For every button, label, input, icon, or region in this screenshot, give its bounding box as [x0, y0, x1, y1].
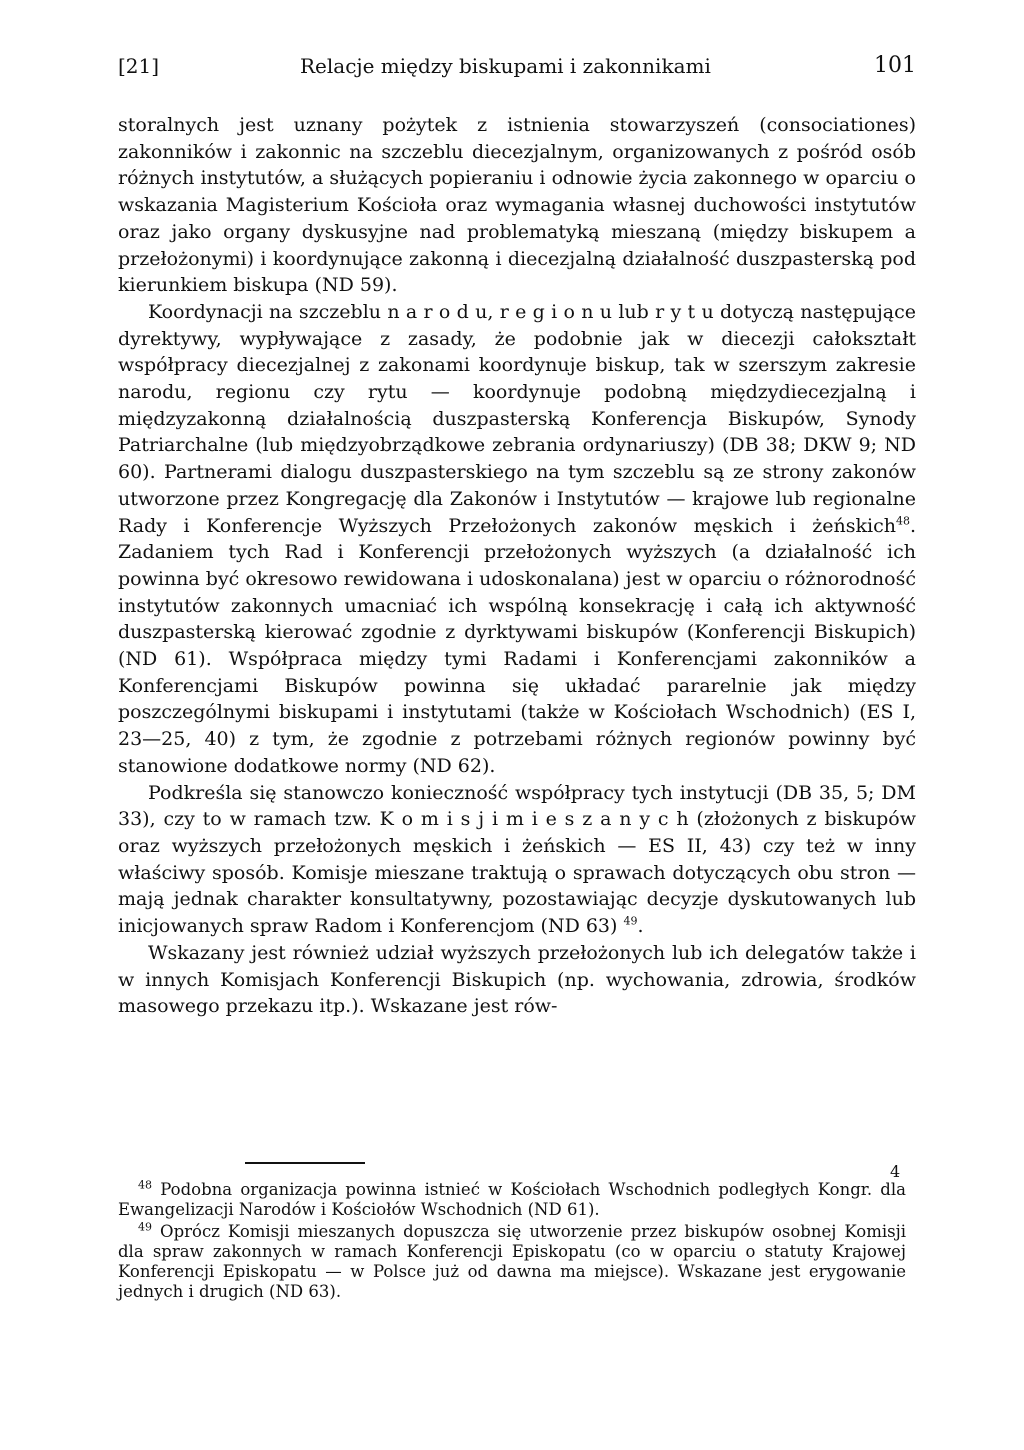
footnote-separator	[245, 1162, 365, 1164]
page-number: 101	[874, 53, 916, 78]
footnote-text: Oprócz Komisji mieszanych dopuszcza się utworzenie przez biskupów osobnej Komisji dla spraw zakonnych w ramach Konferencji Episkopatu (co w oparciu o statuty Krajowej Konferencji Episkopatu — w Polsce już od dawna ma miejsce). Wskazane jest erygowanie jednych i drugich (ND 63).	[118, 1222, 906, 1301]
footnote-48	[118, 1180, 906, 1220]
footnote-number: 49	[138, 1220, 152, 1234]
paragraph-3	[118, 780, 916, 940]
page-mark: 4	[890, 1162, 901, 1181]
footnote-ref-48[interactable]: 48	[895, 514, 910, 528]
footnote-49	[118, 1222, 906, 1302]
footnotes	[118, 1180, 906, 1304]
paragraph-1: storalnych jest uznany pożytek z istnienia stowarzyszeń (consociationes) zakonników i zakonnic na szczeblu diecezjalnym, organizowanych z pośród osób różnych instytutów, a służących popieraniu i odnowie życia zakonnego w oparciu o wskazania Magisterium Kościoła oraz wymagania własnej duchowości instytutów oraz jako organy dyskusyjne nad problematyką mieszaną (między biskupem a przełożonymi) i koordynujące zakonną i diecezjalną działalność duszpasterską pod kierunkiem biskupa (ND 59).	[118, 114, 916, 297]
footnote-number: 48	[138, 1178, 152, 1192]
footnote-ref-49[interactable]: 49	[623, 914, 638, 928]
paragraph-2	[118, 299, 916, 780]
paragraph-3-text: Podkreśla się stanowczo konieczność współpracy tych instytucji (DB 35, 5; DM 33), czy to w ramach tzw. K o m i s j i m i e s z a n y c h (złożonych z biskupów oraz wyższych przełożonych męskich i żeńskich — ES II, 43) czy też w inny właściwy sposób. Komisje mieszane traktują o sprawach dotyczących obu stron — mają jednak charakter konsultatywny, pozostawiając decyzje dyskutowanych lub inicjowanych spraw Radom i Konferencjom (ND 63)	[118, 781, 916, 938]
paragraph-4: Wskazany jest również udział wyższych przełożonych lub ich delegatów także i w innych Komisjach Konferencji Biskupich (np. wychowania, zdrowia, środków masowego przekazu itp.). Wskazane jest rów-	[118, 941, 916, 1018]
paragraph-3-tail: .	[637, 915, 644, 938]
section-number: [21]	[118, 54, 160, 78]
paragraph-2-text: Koordynacji na szczeblu n a r o d u, r e g i o n u lub r y t u dotyczą następujące dyrektywy, wypływające z zasady, że podobnie jak w diecezji całokształt współpracy diecezjalnej z zakonami koordynuje biskup, tak w szerszym zakresie narodu, regionu czy rytu — koordynuje podobną międzydiecezjalną i międzyzakonną działalnością duszpasterską Konferencja Biskupów, Synody Patriarchalne (lub międzyobrządkowe zebrania ordynariuszy) (DB 38; DKW 9; ND 60). Partnerami dialogu duszpasterskiego na tym szczeblu są ze strony zakonów utworzone przez Kongregację dla Zakonów i Instytutów — krajowe lub regionalne Rady i Konferencje Wyższych Przełożonych zakonów męskich i żeńskich	[118, 300, 916, 537]
footnote-text: Podobna organizacja powinna istnieć w Kościołach Wschodnich podległych Kongr. dla Ewangelizacji Narodów i Kościołów Wschodnich (ND 61).	[118, 1180, 906, 1219]
paragraph-2-tail: . Zadaniem tych Rad i Konferencji przełożonych wyższych (a działalność ich powinna być okresowo rewidowana i udoskonalana) jest w oparciu o różnorodność instytutów zakonnych umacniać ich wspólną konsekrację i całą ich aktywność duszpasterską kierować zgodnie z dyrktywami biskupów (Konferencji Biskupich) (ND 61). Współpraca między tymi Radami i Konferencjami zakonników a Konferencjami Biskupów powinna się układać pararelnie jak między poszczególnymi biskupami i instytutami (także w Kościołach Wschodnich) (ES I, 23—25, 40) z tym, że zgodnie z potrzebami różnych regionów powinny być stanowione dodatkowe normy (ND 62).	[118, 514, 916, 777]
running-title: Relacje między biskupami i zakonnikami	[300, 54, 711, 78]
running-header	[118, 48, 916, 84]
main-text	[118, 112, 916, 1020]
